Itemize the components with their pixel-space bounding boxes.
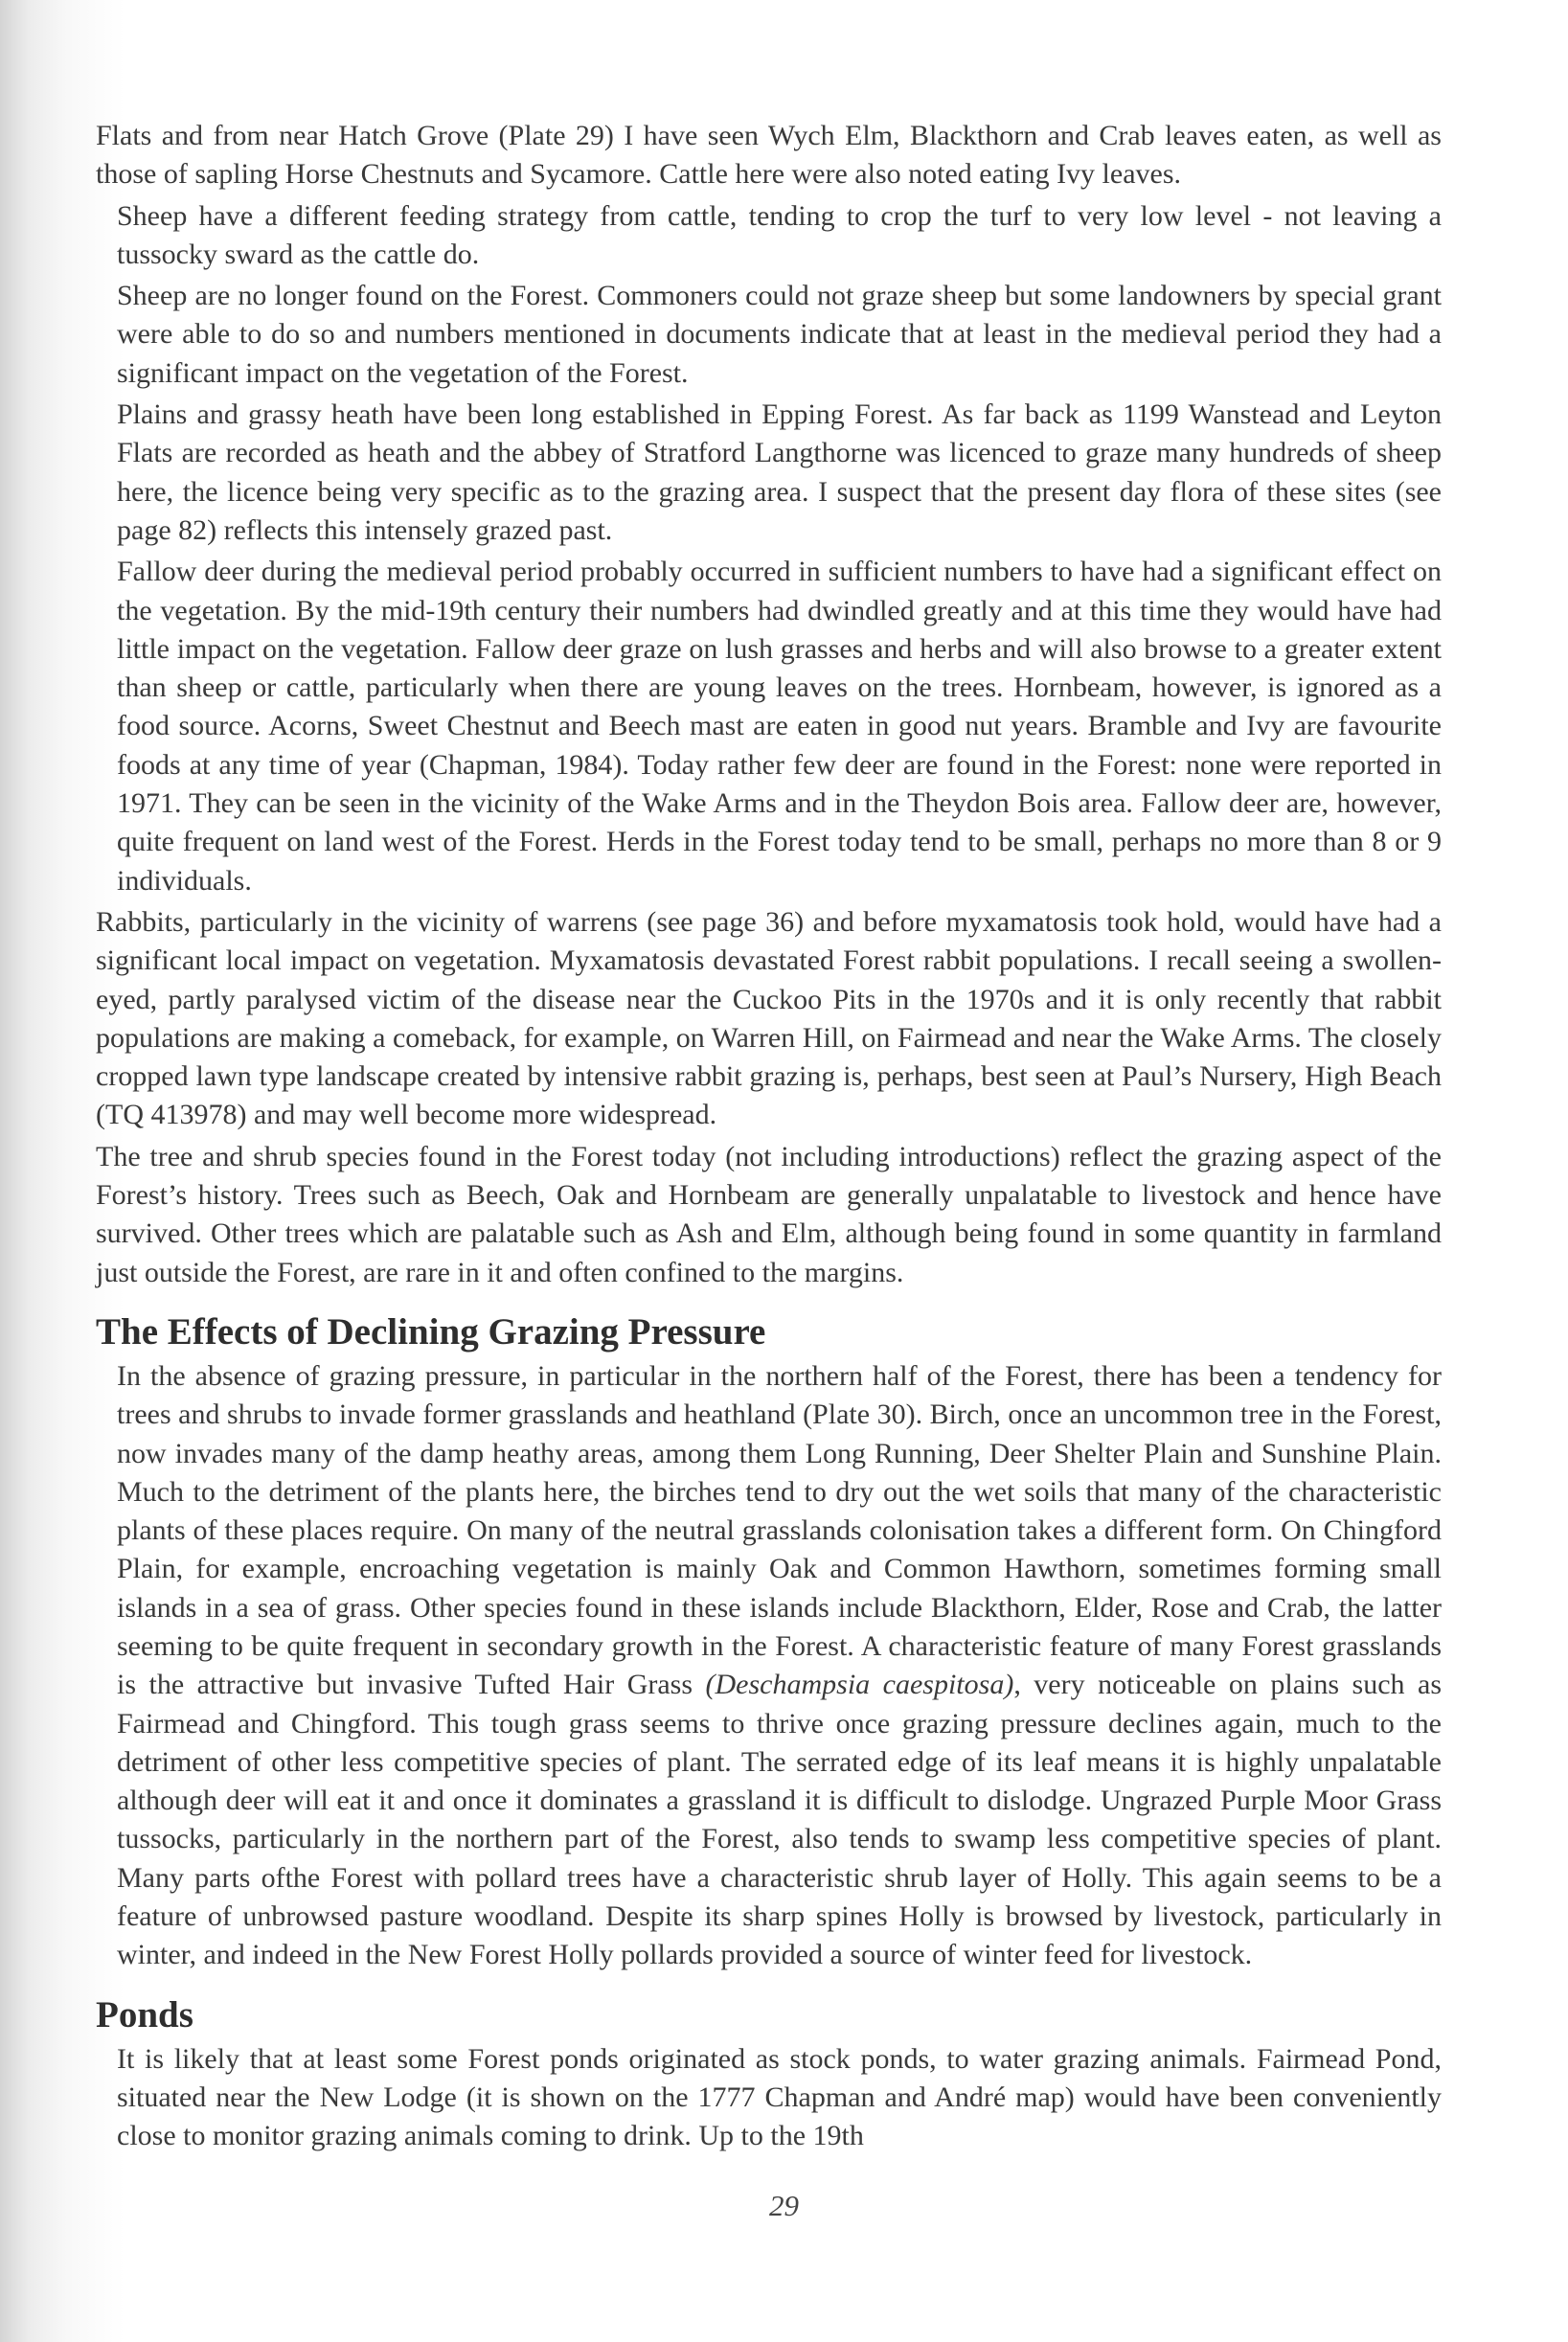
paragraph-cattle-leaves: Flats and from near Hatch Grove (Plate 29) I have seen Wych Elm, Blackthorn and Crab leaves eaten, as well as those of sapling Horse Chestnuts and Sycamore. Cattle here were also noted eating Ivy leaves.: [96, 120, 1442, 191]
paragraph-rabbits: Rabbits, particularly in the vicinity of warrens (see page 36) and before myxamatosis took hold, would have had a significant local impact on vegetation. Myxamatosis devastated Forest rabbit populations. I recall seeing a swollen-eyed, partly paralysed victim of the disease near the Cuckoo Pits in the 1970s and it is only recently that rabbit populations are making a comeback, for example, on Warren Hill, on Fairmead and near the Wake Arms. The closely cropped lawn type landscape created by intensive rabbit grazing is, perhaps, best seen at Paul’s Nursery, High Beach (TQ 413978) and may well become more widespread.: [96, 905, 1442, 1131]
declining-text-part-1: In the absence of grazing pressure, in particular in the northern half of the Forest, there has been a tendency for trees and shrubs to invade former grasslands and heathland (Plate 30). Birch, once an uncommon tree in the Forest, now invades many of the damp heathy areas, among them Long Running, Deer Shelter Plain and Sunshine Plain. Much to the detriment of the plants here, the birches tend to dry out the wet soils that many of the characteristic plants of these places require. On many of the neutral grasslands colonisation takes a different form. On Chingford Plain, for example, encroaching vegetation is mainly Oak and Common Hawthorn, sometimes forming small islands in a sea of grass. Other species found in these islands include Blackthorn, Elder, Rose and Crab, the latter seeming to be quite frequent in secondary growth in the Forest. A characteristic feature of many Forest grasslands is the attractive but invasive Tufted Hair Grass: [117, 1359, 1442, 1701]
heading-declining-grazing: The Effects of Declining Grazing Pressure: [96, 1310, 766, 1353]
declining-text-part-2: , very noticeable on plains such as Fairmead and Chingford. This tough grass seems to thrive once grazing pressure declines again, much to the detriment of other less competitive species of plant. The serrated edge of its leaf means it is highly unpalatable although deer will eat it and once it dominates a grassland it is difficult to dislodge. Ungrazed Purple Moor Grass tussocks, particularly in the northern part of the Forest, also tends to swamp less competitive species of plant. Many parts ofthe Forest with pollard trees have a characteristic shrub layer of Holly. This again seems to be a feature of unbrowsed pasture woodland. Despite its sharp spines Holly is browsed by livestock, particularly in winter, and indeed in the New Forest Holly pollards provided a source of winter feed for livestock.: [117, 1669, 1443, 1971]
page-body: [96, 117, 1442, 2159]
paragraph-plains-heath: Plains and grassy heath have been long established in Epping Forest. As far back as 1199 Wanstead and Leyton Flats are recorded as heath and the abbey of Stratford Langthorne was licenced to graze many hundreds of sheep here, the licence being very specific as to the grazing area. I suspect that the present day flora of these sites (see page 82) reflects this intensely grazed past.: [117, 398, 1442, 546]
paragraph-declining-grazing: [96, 1357, 1442, 1975]
paragraph-fallow-deer: Fallow deer during the medieval period probably occurred in sufficient numbers to have had a significant effect on the vegetation. By the mid-19th century their numbers had dwindled greatly and at this time they would have had little impact on the vegetation. Fallow deer graze on lush grasses and herbs and will also browse to a greater extent than sheep or cattle, particularly when there are young leaves on the trees. Hornbeam, however, is ignored as a food source. Acorns, Sweet Chestnut and Beech mast are eaten in good nut years. Bramble and Ivy are favourite foods at any time of year (Chapman, 1984). Today rather few deer are found in the Forest: none were reported in 1971. They can be seen in the vicinity of the Wake Arms and in the Theydon Bois area. Fallow deer are, however, quite frequent on land west of the Forest. Herds in the Forest today tend to be small, perhaps no more than 8 or 9 individuals.: [117, 556, 1442, 897]
paragraph-sheep-feeding: Sheep have a different feeding strategy from cattle, tending to crop the turf to very low level - not leaving a tussocky sward as the cattle do.: [117, 199, 1442, 270]
paragraph-ponds: It is likely that at least some Forest ponds originated as stock ponds, to water grazing animals. Fairmead Pond, situated near the New Lodge (it is shown on the 1777 Chapman and André map) would have been conveniently close to monitor grazing animals coming to drink. Up to the 19th: [117, 2042, 1442, 2152]
species-latin-name: (Deschampsia caespitosa): [705, 1669, 1014, 1701]
heading-ponds: Ponds: [96, 1993, 193, 2035]
paragraph-tree-species: The tree and shrub species found in the Forest today (not including introductions) reflect the grazing aspect of the Forest’s history. Trees such as Beech, Oak and Hornbeam are generally unpalatable to livestock and hence have survived. Other trees which are palatable such as Ash and Elm, although being found in some quantity in farmland just outside the Forest, are rare in it and often confined to the margins.: [96, 1140, 1442, 1288]
page-number: 29: [769, 2189, 799, 2222]
paragraph-sheep-history: Sheep are no longer found on the Forest. Commoners could not graze sheep but some landowners by special grant were able to do so and numbers mentioned in documents indicate that at least in the medieval period they had a significant impact on the vegetation of the Forest.: [117, 280, 1442, 389]
